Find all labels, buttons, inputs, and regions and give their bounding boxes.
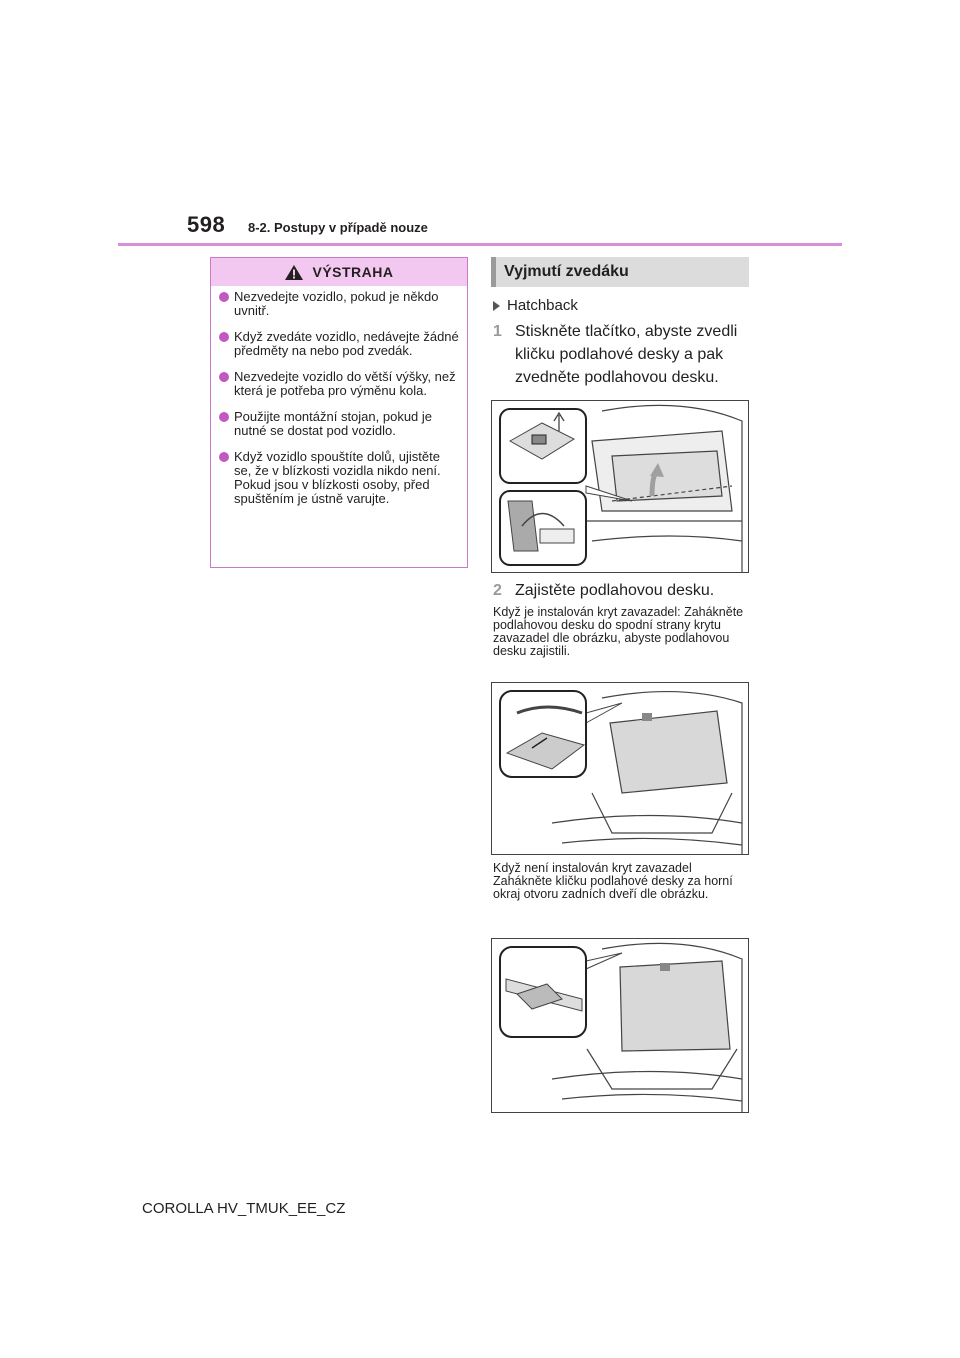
bullet-icon	[219, 412, 229, 422]
bullet-icon	[219, 292, 229, 302]
warning-list	[211, 286, 467, 506]
header-rule	[118, 243, 842, 246]
step-1: 1 Stiskněte tlačítko, abyste zvedli kličku podlahové desky a pak zvedněte podlahovou desku.	[493, 323, 738, 386]
warning-item: Nezvedejte vozidlo do větší výšky, než která je potřeba pro výměnu kola.	[219, 370, 459, 398]
trunk-illustration	[492, 401, 748, 572]
figure-hook-door-opening	[491, 938, 749, 1113]
warning-item: Když zvedáte vozidlo, nedávejte žádné předměty na nebo pod zvedák.	[219, 330, 459, 358]
bullet-icon	[219, 452, 229, 462]
warning-item: Použijte montážní stojan, pokud je nutné se dostat pod vozidlo.	[219, 410, 459, 438]
warning-header	[211, 258, 467, 286]
warning-item: Když vozidlo spouštíte dolů, ujistěte se, že v blízkosti vozidla nikdo není. Pokud jsou v blízkosti osoby, před spuštěním je ústně varujte.	[219, 450, 459, 506]
bullet-icon	[219, 372, 229, 382]
triangle-bullet-icon	[493, 301, 500, 311]
step-2: 2 Zajistěte podlahovou desku.	[493, 582, 715, 599]
warning-triangle-icon	[284, 264, 304, 281]
warning-item: Nezvedejte vozidlo, pokud je někdo uvnitř.	[219, 290, 459, 318]
chapter-title: 8-2. Postupy v případě nouze	[248, 220, 428, 235]
bullet-icon	[219, 332, 229, 342]
trunk-door-illustration	[492, 939, 748, 1112]
warning-box	[210, 257, 468, 568]
page-number: 598	[187, 212, 226, 237]
figure-lift-floor-board	[491, 400, 749, 573]
figure-hook-under-cover	[491, 682, 749, 855]
warning-title: VÝSTRAHA	[312, 264, 394, 280]
note-without-cover: Když není instalován kryt zavazadel Zahákněte kličku podlahové desky za horní okraj otvoru zadních dveří dle obrázku.	[493, 861, 733, 901]
note-with-cover: Když je instalován kryt zavazadel: Zahákněte podlahovou desku do spodní strany krytu zavazadel dle obrázku, abyste podlahovou desku zajistili.	[493, 605, 744, 658]
footer-model-code: COROLLA HV_TMUK_EE_CZ	[142, 1200, 346, 1217]
section-title: Vyjmutí zvedáku	[491, 257, 749, 287]
trunk-cover-illustration	[492, 683, 748, 854]
variant-label: Hatchback	[493, 297, 578, 314]
